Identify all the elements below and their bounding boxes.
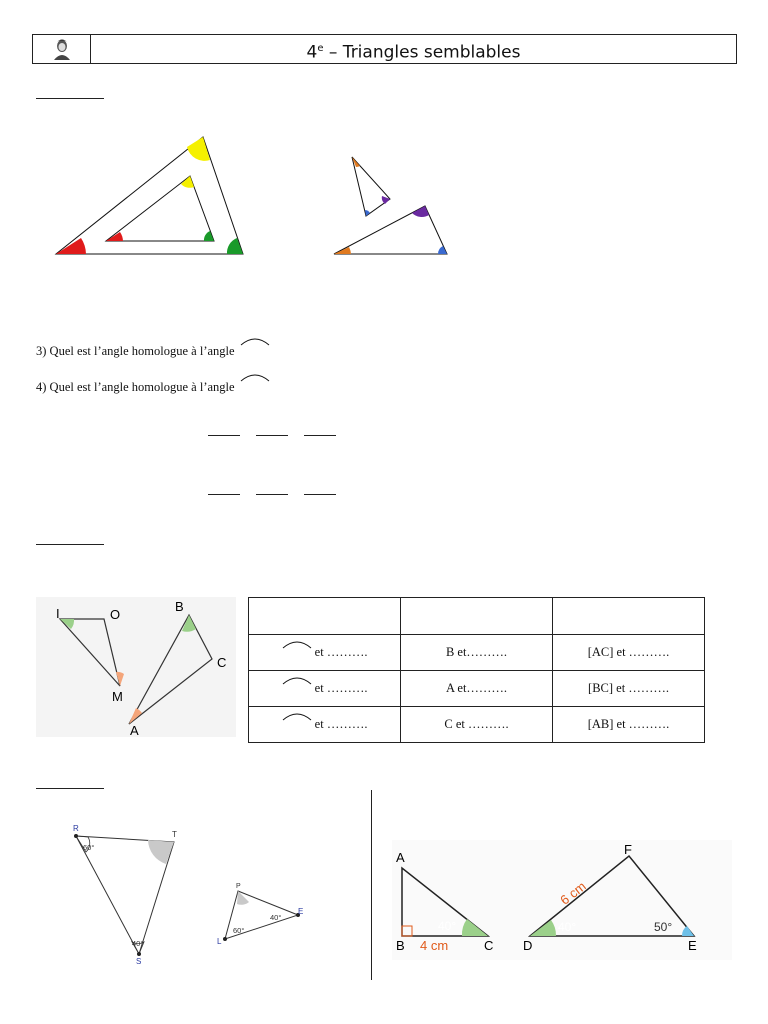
label-T: T [172, 830, 177, 839]
angle-red-outer [56, 238, 86, 254]
homologous-table [248, 597, 705, 743]
table-row: et ………. C et ………. [AB] et ………. [249, 707, 705, 743]
question-3: 3) Quel est l’angle homologue à l’angle [36, 344, 268, 359]
figure-ex2 [36, 597, 236, 737]
triangle-inner [106, 176, 214, 241]
angle-arc-icon [282, 639, 312, 649]
fraction-line-4 [208, 494, 240, 495]
label-F: F [624, 842, 632, 857]
fraction-line-1 [208, 435, 240, 436]
label-B: B [175, 599, 184, 614]
triangle-outer [56, 137, 243, 254]
angle-orange-flat [334, 247, 351, 254]
column-divider [371, 790, 372, 980]
fraction-line-6 [304, 494, 336, 495]
side-BC: 4 cm [420, 938, 449, 953]
angle-yellow-outer [187, 137, 210, 161]
page-title: 4e – Triangles semblables [306, 42, 521, 63]
section-divider-3 [36, 788, 104, 789]
figure-ex3-left [60, 822, 320, 972]
label-P: P [236, 883, 241, 890]
angle-L-value: 60° [233, 926, 245, 935]
angle-arc-icon [240, 336, 270, 346]
label-A: A [396, 850, 405, 865]
table-header-row [249, 598, 705, 635]
angle-D-value: 40° [558, 920, 577, 934]
fraction-line-3 [304, 435, 336, 436]
label-R: R [73, 824, 79, 833]
label-I: I [56, 606, 60, 621]
figure-ex1 [0, 0, 768, 300]
angle-E-value: 50° [654, 920, 673, 934]
figure-ex3-right [392, 840, 732, 960]
section-divider-2 [36, 544, 104, 545]
fraction-line-2 [256, 435, 288, 436]
label-S: S [136, 957, 142, 966]
angle-R-value: 60° [83, 843, 95, 852]
table-row: et ………. B et………. [AC] et ………. [249, 635, 705, 671]
label-C: C [217, 655, 227, 670]
label-E: E [688, 938, 697, 953]
angle-arc-icon [282, 711, 312, 721]
label-D: D [523, 938, 533, 953]
angle-E-value: 40° [270, 913, 282, 922]
label-B: B [396, 938, 405, 953]
angle-arc-icon [282, 675, 312, 685]
table-row: et ………. A et………. [BC] et ………. [249, 671, 705, 707]
angle-arc-icon [240, 372, 270, 382]
label-E: E [298, 907, 304, 916]
angle-red-inner [106, 232, 123, 241]
fraction-line-5 [256, 494, 288, 495]
label-L: L [217, 937, 222, 946]
label-C: C [484, 938, 494, 953]
label-A: A [130, 723, 139, 738]
label-O: O [110, 607, 121, 622]
triangle-flat [334, 206, 447, 254]
question-4: 4) Quel est l’angle homologue à l’angle [36, 380, 268, 395]
angle-S-value: 40° [132, 939, 144, 948]
angle-C-value: 40° [438, 919, 457, 933]
label-M: M [112, 689, 123, 704]
side-DF: 6 cm [557, 878, 589, 908]
